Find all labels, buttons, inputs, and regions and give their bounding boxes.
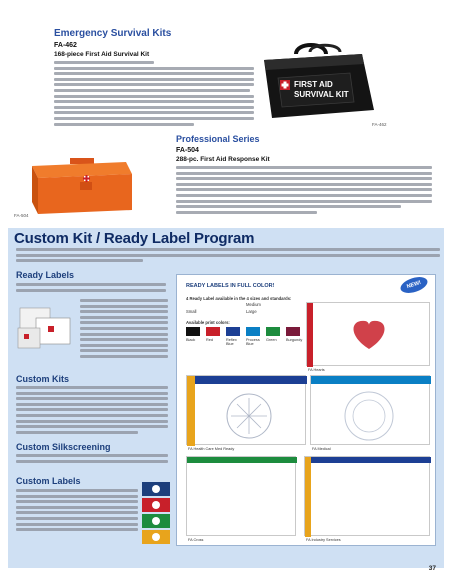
emergency-section-title: Emergency Survival Kits: [54, 28, 172, 39]
label-size-medium: Medium: [246, 302, 261, 307]
custom-labels-body: [16, 489, 138, 531]
bag-text-line1: FIRST AID: [294, 80, 333, 89]
label-sample-health-care: [186, 375, 306, 445]
label-sizes-heading: 4 Ready Label available in the 4 sizes and standards:: [186, 296, 292, 301]
tile-caption-hearts: FA Hearts: [308, 368, 325, 372]
label-colors-heading: Available print colors:: [186, 320, 230, 325]
emergency-product-code: FA-462: [54, 42, 77, 49]
custom-kit-intro: [16, 248, 440, 262]
swatch-label-red: Red: [206, 338, 213, 342]
custom-labels-heading: Custom Labels: [16, 476, 81, 486]
professional-description: [176, 166, 432, 214]
custom-silkscreening-heading: Custom Silkscreening: [16, 442, 111, 452]
emergency-product-name: 168-piece First Aid Survival Kit: [54, 51, 150, 58]
professional-product-name: 288-pc. First Aid Response Kit: [176, 156, 270, 163]
ready-labels-heading: Ready Labels: [16, 270, 75, 280]
swatch-label-reflex-blue: Reflex Blue: [226, 338, 237, 346]
swatch-label-burgundy: Burgundy: [286, 338, 303, 342]
custom-kits-body: [16, 386, 168, 434]
swatch-green: [266, 327, 280, 336]
tile-caption-cross: FA Cross: [188, 538, 204, 542]
page-number: 37: [428, 565, 436, 572]
label-sample-cross: [186, 456, 296, 536]
custom-silkscreening-body: [16, 454, 168, 463]
bag-image-caption: FA-462: [372, 122, 387, 127]
custom-label-samples-image: [140, 480, 172, 546]
ready-labels-description: [16, 283, 166, 292]
survival-kit-bag-image: [258, 40, 378, 122]
label-sample-medical: [310, 375, 430, 445]
swatch-red: [206, 327, 220, 336]
professional-product-code: FA-504: [176, 147, 199, 154]
swatch-burgundy: [286, 327, 300, 336]
bag-text-line2: SURVIVAL KIT: [294, 90, 349, 99]
label-sample-hearts: [306, 302, 430, 366]
ready-labels-body: [80, 299, 168, 358]
label-size-small: Small: [186, 309, 197, 314]
ready-labels-box-title: READY LABELS IN FULL COLOR!: [186, 283, 275, 289]
custom-kits-heading: Custom Kits: [16, 374, 70, 384]
swatch-reflex-blue: [226, 327, 240, 336]
tile-caption-medical: FA Medical: [312, 447, 331, 451]
swatch-black: [186, 327, 200, 336]
custom-kit-title: Custom Kit / Ready Label Program: [14, 230, 255, 247]
professional-section-title: Professional Series: [176, 134, 260, 144]
tile-caption-industry: FA Industry Services: [306, 538, 341, 542]
swatch-label-process-blue: Process Blue: [246, 338, 260, 346]
tile-caption-health-care: FA Health Care Med Ready: [188, 447, 235, 451]
emergency-description: [54, 61, 254, 126]
label-sample-industry: [304, 456, 430, 536]
swatch-process-blue: [246, 327, 260, 336]
case-image-caption: FA-504: [14, 213, 29, 218]
label-size-large: Large: [246, 309, 257, 314]
swatch-label-black: Black: [186, 338, 196, 342]
response-kit-case-image: [28, 152, 136, 218]
ready-label-kits-image: [16, 298, 76, 354]
swatch-label-green: Green: [266, 338, 277, 342]
new-badge: NEW!: [399, 274, 430, 296]
